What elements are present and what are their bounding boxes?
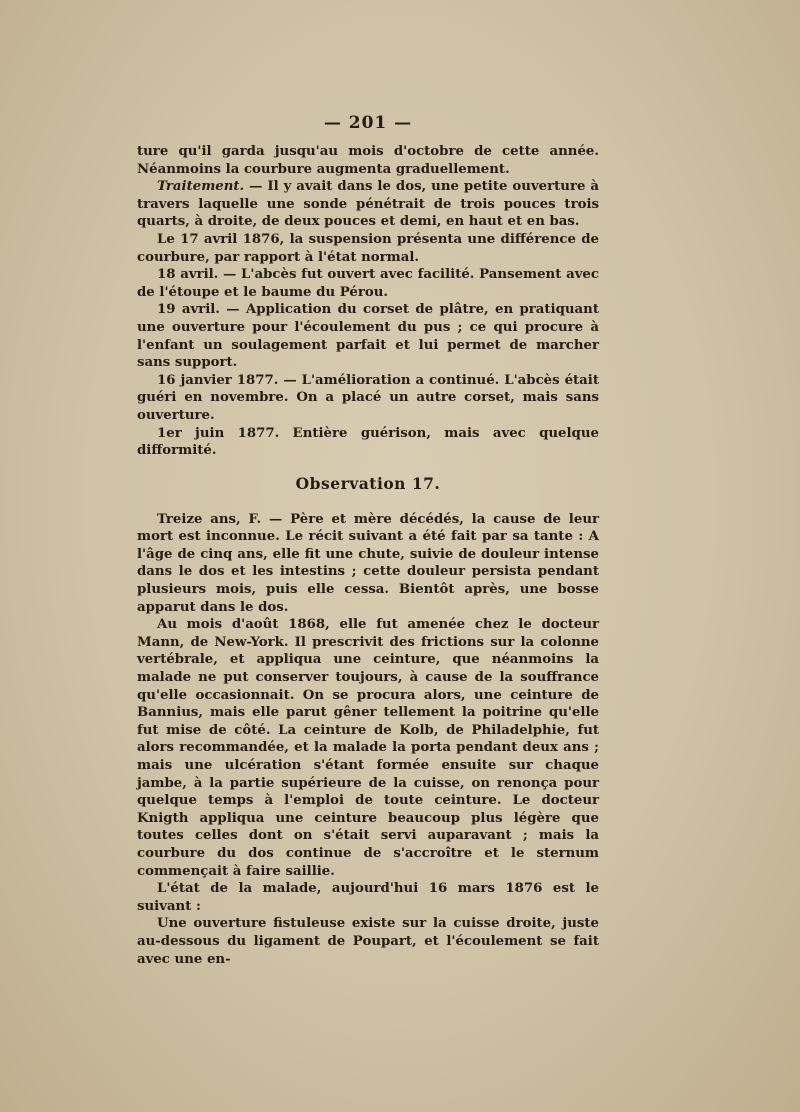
paragraph-continuation: ture qu'il garda jusqu'au mois d'octobre de cette année. Néanmoins la courbure augmenta graduellement.	[137, 144, 599, 177]
paragraph-etat-malade: L'état de la malade, aujourd'hui 16 mars 1876 est le suivant :	[137, 881, 599, 914]
paragraph-treize-ans: Treize ans, F. — Père et mère décédés, la cause de leur mort est inconnue. Le récit suivant a été fait par sa tante : A l'âge de cinq ans, elle fit une chute, suivie de douleur intense dans le dos et les intestins ; cette douleur persista pendant plusieurs mois, puis elle cessa. Bientôt après, une bosse apparut dans le dos.	[137, 511, 599, 615]
section-heading: Observation 17.	[295, 473, 441, 493]
text-column	[137, 113, 599, 968]
paragraph-18-avril: 18 avril. — L'abcès fut ouvert avec facilité. Pansement avec de l'étoupe et le baume du Pérou.	[137, 267, 599, 300]
traitement-lead: Traitement.	[157, 179, 245, 195]
paragraph-traitement	[137, 178, 599, 231]
page-number: — 201 —	[323, 113, 413, 133]
paragraph-ouverture-fistuleuse: Une ouverture fistuleuse existe sur la cuisse droite, juste au-dessous du ligament de Poupart, et l'écoulement se fait avec une en-	[137, 916, 599, 967]
paragraph-19-avril: 19 avril. — Application du corset de plâtre, en pratiquant une ouverture pour l'écoulement du pus ; ce qui procure à l'enfant un soulagement parfait et lui permet de marcher sans support.	[137, 302, 599, 371]
paragraph-17-avril: Le 17 avril 1876, la suspension présenta une différence de courbure, par rapport à l'état normal.	[137, 231, 599, 265]
paragraph-aout-1868: Au mois d'août 1868, elle fut amenée chez le docteur Mann, de New-York. Il prescrivit des frictions sur la colonne vertébrale, et appliqua une ceinture, que néanmoins la malade ne put conserver toujours, à cause de la souffrance qu'elle occasionnait. On se procura alors, une ceinture de Bannius, mais elle parut gêner tellement la poitrine qu'elle fut mise de côté. La ceinture de Kolb, de Philadelphie, fut alors recommandée, et la malade la porta pendant deux ans ; mais une ulcération s'étant formée ensuite sur chaque jambe, à la partie supérieure de la cuisse, on renonça pour quelque temps à l'emploi de toute ceinture. Le docteur Knigth appliqua une ceinture beaucoup plus légère que toutes celles dont on s'était servi auparavant ; mais la courbure du dos continue de s'accroître et le sternum commençait à faire saillie.	[137, 617, 599, 879]
paragraph-16-janvier: 16 janvier 1877. — L'amélioration a continué. L'abcès était guéri en novembre. On a placé un autre corset, mais sans ouverture.	[137, 372, 599, 423]
paragraph-1er-juin: 1er juin 1877. Entière guérison, mais avec quelque difformité.	[137, 425, 599, 459]
traitement-text: — Il y avait dans le dos, une petite ouverture à travers laquelle une sonde pénétrait de trois pouces trois quarts, à droite, de deux pouces et demi, en haut et en bas.	[137, 179, 599, 230]
